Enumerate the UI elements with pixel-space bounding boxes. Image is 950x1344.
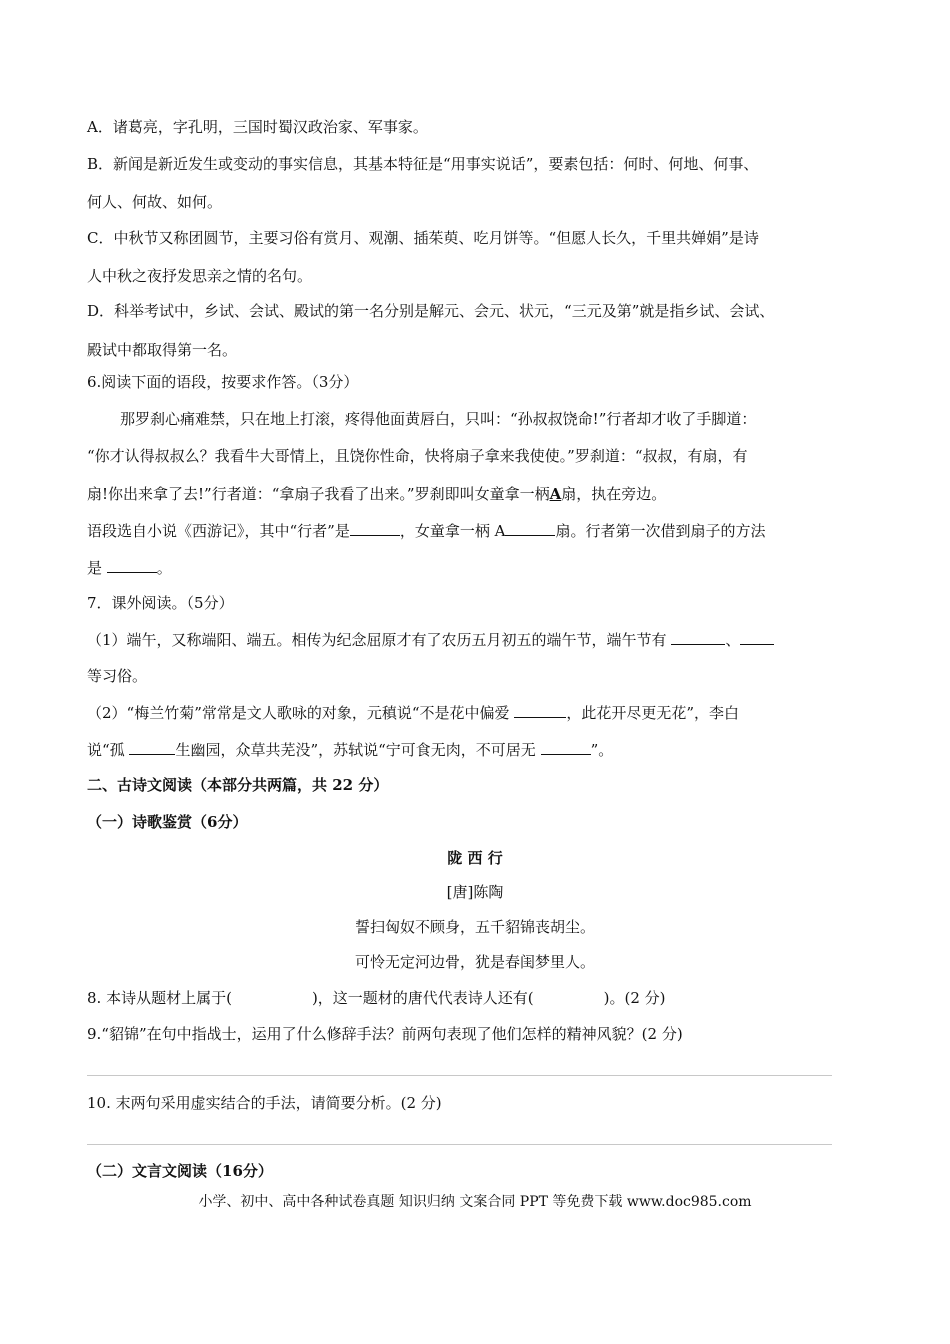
poem-line2: 可怜无定河边骨，犹是春闺梦里人。: [354, 953, 595, 971]
passage-line3-end: 扇，执在旁边。: [561, 485, 667, 503]
q7-text-1: （1）端午，又称端阳、端五。相传为纪念屈原才有了农历五月初五的端午节，端午节有: [87, 631, 667, 649]
section-heading: 二、古诗文阅读（本部分共两篇，共 22 分）: [87, 776, 389, 794]
passage-line1: 那罗刹心痛难禁，只在地上打滚，疼得他面黄唇白，只叫：“孙叔叔饶命!”行者却才收了手脚道：: [120, 410, 757, 428]
answer-blank[interactable]: [671, 630, 725, 645]
question-6-title: 6.阅读下面的语段，按要求作答。（3分）: [87, 373, 359, 391]
q8-text-1: 8. 本诗从题材上属于(: [87, 989, 232, 1007]
option-b-line2: 何人、何故、如何。: [87, 193, 223, 211]
ask-text-5: 。: [156, 559, 172, 577]
question-7-title: 7．课外阅读。（5分）: [87, 594, 234, 612]
question-6-ask-line1: [87, 521, 765, 541]
answer-blank[interactable]: [514, 703, 566, 718]
q7-text-2: 、: [725, 631, 741, 649]
option-c-line1: C．中秋节又称团圆节，主要习俗有赏月、观潮、插茱萸、吃月饼等。“但愿人长久，千里共婵娟”是诗: [87, 229, 759, 247]
option-a: A．诸葛亮，字孔明，三国时蜀汉政治家、军事家。: [87, 118, 428, 136]
answer-blank[interactable]: [505, 521, 555, 536]
marker-a: A: [549, 485, 562, 503]
ask-text-1: 语段选自小说《西游记》，其中“行者”是: [87, 522, 350, 540]
q7-text-3: （2）“梅兰竹菊”常常是文人歌咏的对象，元稹说“不是花中偏爱: [87, 704, 510, 722]
answer-line[interactable]: [87, 1144, 832, 1145]
question-9: 9.“貂锦”在句中指战士，运用了什么修辞手法？前两句表现了他们怎样的精神风貌？(2 分): [87, 1025, 683, 1043]
passage-line3-text: 扇!你出来拿了去!”行者道：“拿扇子我看了出来。”罗刹即叫女童拿一柄: [87, 485, 550, 503]
question-7-sub2-line2: [87, 740, 613, 760]
option-b-line1: B．新闻是新近发生或变动的事实信息，其基本特征是“用事实说话”，要素包括：何时、何地、何事、: [87, 155, 759, 173]
q8-text-2: )，这一题材的唐代代表诗人还有(: [311, 989, 534, 1007]
q7-text-4: ，此花开尽更无花”，李白: [566, 704, 740, 722]
q7-text-6: 生幽园，众草共芜没”，苏轼说“宁可食无肉，不可居无: [175, 741, 536, 759]
answer-blank[interactable]: [129, 740, 175, 755]
question-10: 10. 末两句采用虚实结合的手法，请简要分析。(2 分): [87, 1094, 442, 1112]
q7-text-5: 说“孤: [87, 741, 125, 759]
option-d-line2: 殿试中都取得第一名。: [87, 341, 238, 359]
answer-blank[interactable]: [107, 558, 157, 573]
ask-text-2: ，女童拿一柄 A: [399, 522, 506, 540]
answer-blank[interactable]: [350, 521, 400, 536]
poetry-subheading: （一）诗歌鉴赏（6分）: [87, 813, 248, 831]
ask-text-4: 是: [87, 559, 103, 577]
question-7-sub1-end: 等习俗。: [87, 667, 148, 685]
q7-text-7: ”。: [590, 741, 614, 759]
answer-line[interactable]: [87, 1075, 832, 1076]
ask-text-3: 扇。行者第一次借到扇子的方法: [555, 522, 766, 540]
answer-blank[interactable]: [541, 740, 591, 755]
question-6-ask-line2: [87, 558, 172, 578]
question-7-sub2: [87, 703, 739, 723]
answer-blank[interactable]: [740, 630, 774, 645]
question-7-sub1: [87, 630, 774, 650]
classical-subheading: （二）文言文阅读（16分）: [87, 1162, 273, 1180]
option-c-line2: 人中秋之夜抒发思亲之情的名句。: [87, 267, 313, 285]
poem-title: 陇 西 行: [447, 849, 503, 867]
option-d-line1: D．科举考试中，乡试、会试、殿试的第一名分别是解元、会元、状元，“三元及第”就是指乡试、会试、: [87, 302, 775, 320]
passage-line3: [87, 484, 666, 504]
poem-line1: 誓扫匈奴不顾身，五千貂锦丧胡尘。: [354, 918, 595, 936]
passage-line2: “你才认得叔叔么？我看牛大哥情上，且饶你性命，快将扇子拿来我使使。”罗刹道：“叔叔，有扇，有: [87, 447, 748, 465]
footer-text: 小学、初中、高中各种试卷真题 知识归纳 文案合同 PPT 等免费下载 www.doc985.com: [198, 1194, 752, 1210]
question-8: [87, 988, 666, 1008]
q8-text-3: )。(2 分): [603, 989, 666, 1007]
poem-author: [唐]陈陶: [446, 883, 504, 901]
